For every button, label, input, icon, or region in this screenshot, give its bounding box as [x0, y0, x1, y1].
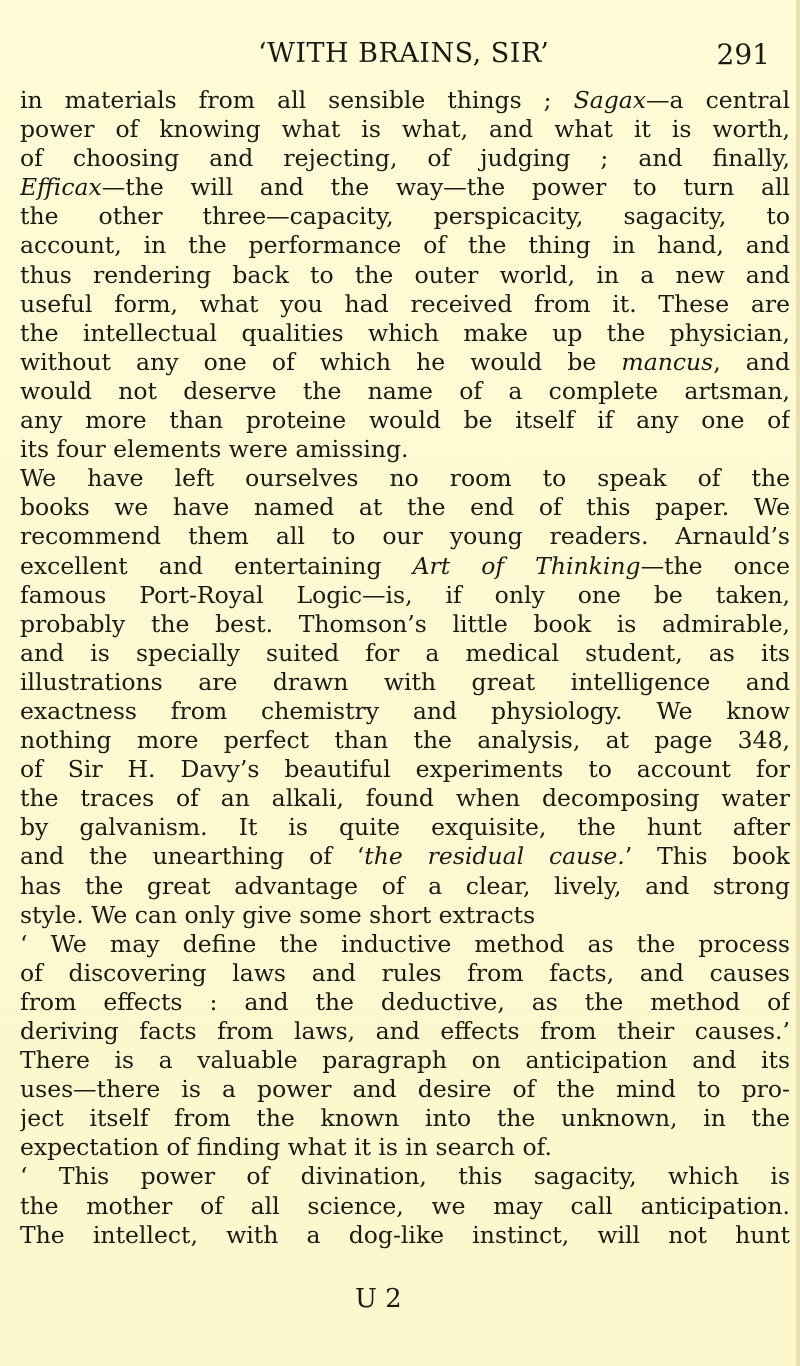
text-segment: —a central [646, 86, 790, 114]
text-segment: in materials from all sensible things ; [20, 86, 574, 114]
italic-segment: Sagax [573, 86, 647, 114]
text-line [20, 435, 790, 464]
text-segment: We have left ourselves no room to speak of the [20, 464, 790, 493]
text-line [20, 1017, 790, 1046]
text-segment: ‘ We may define the inductive method as the process [20, 929, 790, 958]
text-segment: recommend them all to our young readers. Arnauld’s [20, 522, 790, 551]
text-line [20, 610, 790, 639]
text-segment: deriving facts from laws, and effects from their causes.’ [20, 1017, 790, 1045]
text-segment: power of knowing what is what, and what it is worth, [20, 115, 790, 144]
text-segment: style. We can only give some short extracts [20, 900, 536, 929]
running-title: ‘WITH BRAINS, SIR’ [258, 38, 550, 69]
body-text [20, 86, 790, 1250]
text-line [20, 959, 790, 988]
text-segment: There is a valuable paragraph on anticipation and its [20, 1046, 790, 1075]
text-segment: account, in the performance of the thing in hand, and [20, 231, 790, 260]
text-segment: by galvanism. It is quite exquisite, the hunt after [20, 813, 790, 842]
text-segment: the traces of an alkali, found when decomposing water [20, 784, 790, 813]
text-segment: has the great advantage of a clear, lively, and strong [20, 871, 790, 900]
text-line [20, 231, 790, 260]
text-segment: ’ This book [624, 842, 790, 871]
text-line [20, 406, 790, 435]
text-segment: exactness from chemistry and physiology. We know [20, 696, 790, 725]
text-line [20, 1221, 790, 1250]
text-line [20, 872, 790, 901]
text-line [20, 464, 790, 493]
text-line [20, 1192, 790, 1221]
text-segment: uses—there is a power and desire of the mind to pro- [20, 1075, 790, 1104]
text-segment: the mother of all science, we may call anticipation. [20, 1191, 790, 1220]
text-segment: without any one of which he would be [20, 347, 622, 376]
text-segment: of Sir H. Davy’s beautiful experiments to account for [20, 755, 790, 784]
text-segment: , and [713, 347, 790, 376]
text-segment: and the unearthing of ‘ [20, 842, 365, 871]
text-line [20, 552, 790, 581]
text-segment: from effects : and the deductive, as the method of [20, 987, 790, 1016]
text-segment: the other three—capacity, perspicacity, sagacity, to [20, 202, 790, 231]
text-line [20, 842, 790, 871]
text-segment: expectation of finding what it is in search of. [20, 1133, 552, 1162]
page-header [20, 38, 780, 78]
text-line [20, 290, 790, 319]
text-line [20, 522, 790, 551]
text-segment: illustrations are drawn with great intelligence and [20, 667, 790, 696]
text-line [20, 755, 790, 784]
text-line [20, 930, 790, 959]
text-segment: its four elements were amissing. [20, 435, 409, 464]
text-line [20, 377, 790, 406]
text-line [20, 202, 790, 231]
text-segment: nothing more perfect than the analysis, at page 348, [20, 726, 790, 755]
text-line [20, 639, 790, 668]
text-line [20, 1133, 790, 1162]
text-line [20, 348, 790, 377]
text-line [20, 668, 790, 697]
text-line [20, 86, 790, 115]
text-segment: and is specially suited for a medical student, as its [20, 638, 790, 667]
text-line [20, 261, 790, 290]
text-line [20, 493, 790, 522]
italic-segment: the residual cause. [364, 842, 625, 871]
text-line [20, 1162, 790, 1191]
text-line [20, 813, 790, 842]
text-segment: useful form, what you had received from it. These are [20, 289, 790, 318]
text-segment: of choosing and rejecting, of judging ; and finally, [20, 144, 790, 173]
text-line [20, 581, 790, 610]
text-segment: ‘ This power of divination, this sagacity, which is [20, 1162, 790, 1191]
text-line [20, 726, 790, 755]
text-segment: the intellectual qualities which make up the physician, [20, 318, 790, 347]
text-segment: excellent and entertaining [20, 551, 413, 580]
text-segment: thus rendering back to the outer world, in a new and [20, 260, 790, 289]
text-segment: famous Port-Royal Logic—is, if only one be taken, [20, 580, 790, 609]
text-line [20, 144, 790, 173]
signature-mark: U 2 [355, 1284, 402, 1314]
text-line [20, 173, 790, 202]
text-line [20, 1046, 790, 1075]
italic-segment: mancus [621, 347, 714, 376]
page-number: 291 [716, 38, 770, 71]
text-line [20, 1075, 790, 1104]
text-segment: would not deserve the name of a complete artsman, [20, 376, 790, 405]
text-segment: —the once [640, 551, 790, 580]
text-segment: ject itself from the known into the unknown, in the [20, 1104, 790, 1133]
text-line [20, 1104, 790, 1133]
text-line [20, 988, 790, 1017]
text-line [20, 784, 790, 813]
text-segment: of discovering laws and rules from facts, and causes [20, 958, 790, 987]
text-segment: probably the best. Thomson’s little book is admirable, [20, 609, 790, 638]
italic-segment: Efficax [20, 173, 102, 202]
text-line [20, 319, 790, 348]
page-edge [796, 0, 800, 1366]
text-segment: The intellect, with a dog-like instinct, will not hunt [20, 1220, 790, 1249]
text-segment: books we have named at the end of this paper. We [20, 493, 790, 522]
italic-segment: Art of Thinking [412, 551, 641, 580]
text-line [20, 115, 790, 144]
text-segment: —the will and the way—the power to turn all [101, 173, 790, 202]
text-line [20, 697, 790, 726]
text-segment: any more than proteine would be itself if any one of [20, 406, 790, 435]
text-line [20, 901, 790, 930]
